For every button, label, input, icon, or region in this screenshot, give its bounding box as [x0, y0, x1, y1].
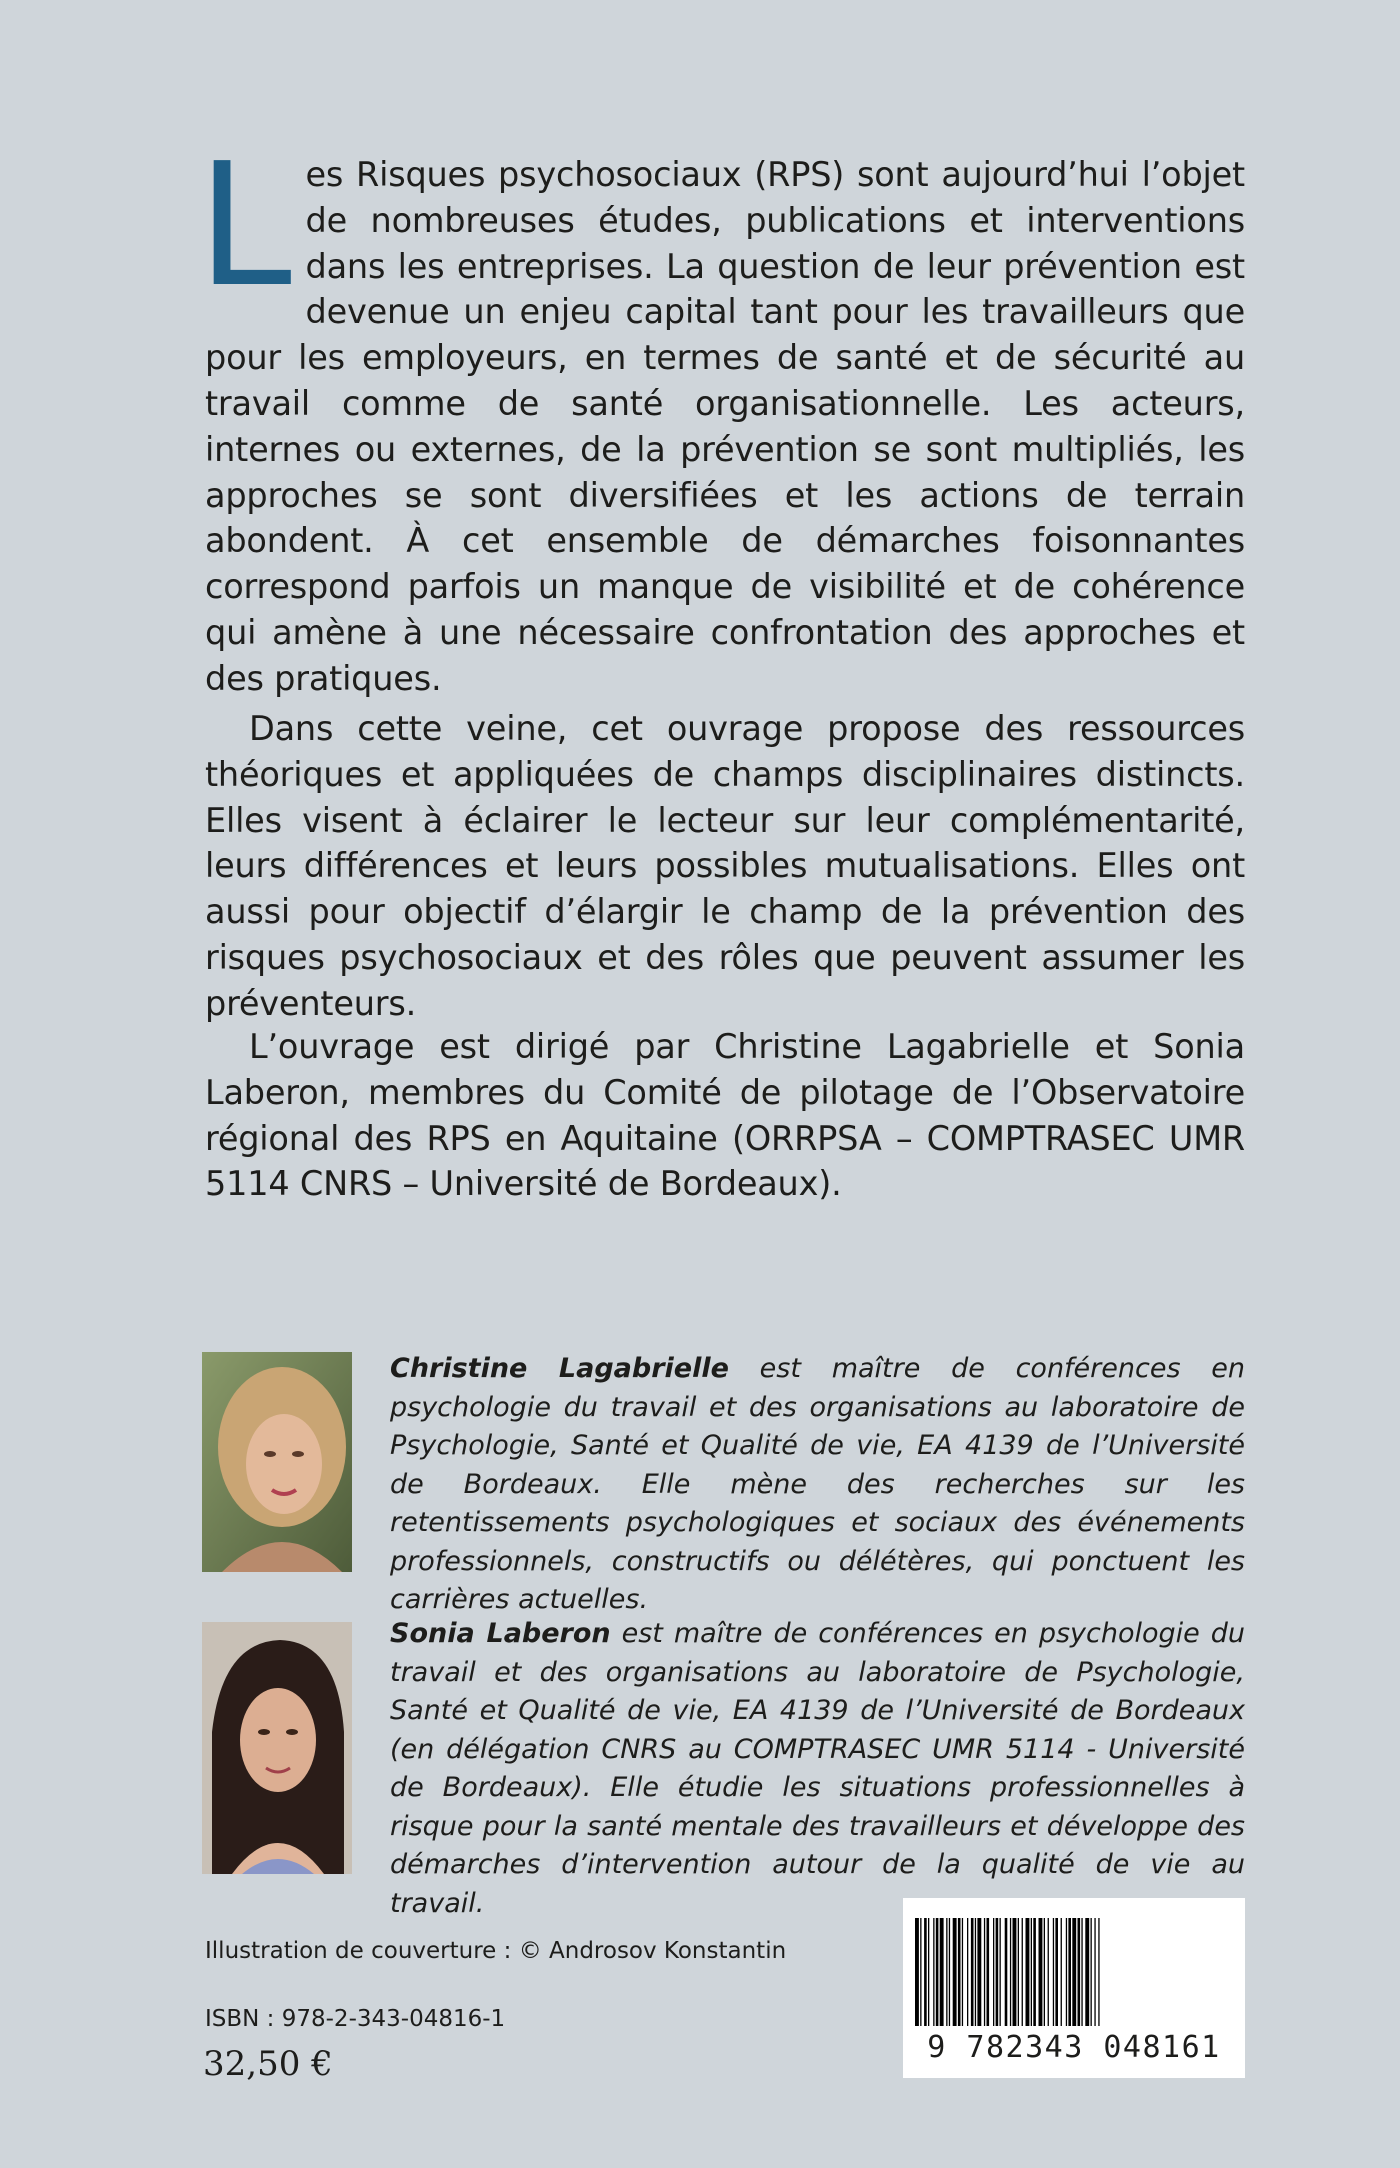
- barcode-bar: [933, 1918, 934, 2026]
- barcode-bar: [953, 1918, 957, 2026]
- barcode-bar: [1068, 1918, 1071, 2026]
- barcode-bar: [1018, 1918, 1019, 2026]
- barcode-bar: [1026, 1918, 1030, 2026]
- barcode-bar: [1053, 1918, 1054, 2026]
- barcode-bar: [971, 1918, 974, 2026]
- intro-text: es Risques psychosociaux (RPS) sont aujourd’hui l’objet de nombreuses études, publications et interventions dans les entreprises. La question de leur prévention est devenue un enjeu capital tant pour les travailleurs que pour les employeurs, en termes de santé et de sécurité au travail comme de santé organisationnelle. Les acteurs, internes ou externes, de la prévention se sont multipliés, les approches se sont diversifiées et les actions de terrain abondent. À cet ensemble de démarches foisonnantes correspond parfois un manque de visibilité et de cohérence qui amène à une nécessaire confrontation des approches et des pratiques.: [205, 155, 1245, 698]
- isbn: ISBN : 978-2-343-04816-1: [205, 2006, 506, 2032]
- intro-paragraph: [197, 127, 1245, 702]
- barcode-bar: [924, 1918, 927, 2026]
- barcode-bar: [1033, 1918, 1036, 2026]
- paragraph-resources: [205, 706, 1245, 1027]
- barcode-number: 9 782343 048161: [927, 2030, 1221, 2065]
- barcode-bar: [920, 1918, 921, 2026]
- barcode-bar: [1094, 1918, 1095, 2026]
- barcode-bar: [1091, 1918, 1092, 2026]
- barcode-bar: [975, 1918, 976, 2026]
- author-name-christine: Christine Lagabrielle: [390, 1353, 729, 1384]
- author-bio-sonia: [390, 1615, 1245, 1923]
- barcode-bar: [962, 1918, 963, 2026]
- barcode-bar: [967, 1918, 968, 2026]
- barcode-bar: [1048, 1918, 1049, 2026]
- author-name-sonia: Sonia Laberon: [390, 1618, 611, 1649]
- barcode-bar: [915, 1918, 919, 2026]
- barcode-bar: [1072, 1918, 1076, 2026]
- barcode-bar: [1013, 1918, 1017, 2026]
- barcode-bar: [1000, 1918, 1001, 2026]
- barcode-bar: [996, 1918, 999, 2026]
- barcode-bar: [1044, 1918, 1045, 2026]
- barcode-bar: [958, 1918, 961, 2026]
- author-bio-christine-text: est maître de conférences en psychologie du travail et des organisations au laboratoire de Psychologie, Santé et Qualité de vie, EA 4139 de l’Université de Bordeaux. Elle mène des recherches sur les retentissements psychologiques et sociaux des événements professionnels, constructifs ou délétères, qui ponctuent les carrières actuelles.: [390, 1353, 1245, 1615]
- barcode-bar: [1085, 1918, 1089, 2026]
- drop-cap: L: [197, 127, 292, 325]
- author-bio-sonia-text: est maître de conférences en psychologie du travail et des organisations au laboratoire de Psychologie, Santé et Qualité de vie, EA 4139 de l’Université de Bordeaux (en délégation CNRS au COMPTRASEC UMR 5114 - Université de Bordeaux). Elle étudie les situations professionnelles à risque pour la santé mentale des travailleurs et développe des démarches d’intervention autour de la qualité de vie au travail.: [390, 1618, 1245, 1919]
- barcode-bar: [928, 1918, 929, 2026]
- barcode-bars: [915, 1918, 1233, 2026]
- barcode-bar: [1039, 1918, 1043, 2026]
- barcode-bar: [946, 1918, 947, 2026]
- barcode-bar: [940, 1918, 944, 2026]
- barcode-bar: [984, 1918, 985, 2026]
- paragraph-editors-text: L’ouvrage est dirigé par Christine Lagabrielle et Sonia Laberon, membres du Comité de pilotage de l’Observatoire régional des RPS en Aquitaine (ORRPSA – COMPTRASEC UMR 5114 CNRS – Université de Bordeaux).: [205, 1027, 1245, 1204]
- cover-illustration-credit: Illustration de couverture : © Androsov Konstantin: [205, 1938, 787, 1964]
- author-photo-christine: [202, 1352, 352, 1572]
- price: 32,50 €: [203, 2044, 333, 2084]
- barcode-bar: [1066, 1918, 1067, 2026]
- author-bio-christine: [390, 1350, 1245, 1620]
- barcode-bar: [993, 1918, 994, 2026]
- barcode-bar: [1081, 1918, 1082, 2026]
- barcode-bar: [1022, 1918, 1023, 2026]
- barcode-bar: [949, 1918, 950, 2026]
- barcode-bar: [1098, 1918, 1099, 2026]
- barcode-bar: [1078, 1918, 1081, 2026]
- barcode: [903, 1898, 1245, 2078]
- barcode-bar: [1010, 1918, 1011, 2026]
- paragraph-editors: [205, 1024, 1245, 1207]
- barcode-bar: [1031, 1918, 1032, 2026]
- barcode-bar: [977, 1918, 981, 2026]
- barcode-bar: [936, 1918, 939, 2026]
- paragraph-resources-text: Dans cette veine, cet ouvrage propose des ressources théoriques et appliquées de champs disciplinaires distincts. Elles visent à éclairer le lecteur sur leur complémentarité, leurs différences et leurs possibles mutualisations. Elles ont aussi pour objectif d’élargir le champ de la prévention des risques psychosociaux et des rôles que peuvent assumer les préventeurs.: [205, 709, 1245, 1023]
- author-photo-sonia: [202, 1622, 352, 1874]
- barcode-bar: [1055, 1918, 1058, 2026]
- barcode-bar: [987, 1918, 990, 2026]
- barcode-bar: [1005, 1918, 1008, 2026]
- barcode-bar: [1061, 1918, 1062, 2026]
